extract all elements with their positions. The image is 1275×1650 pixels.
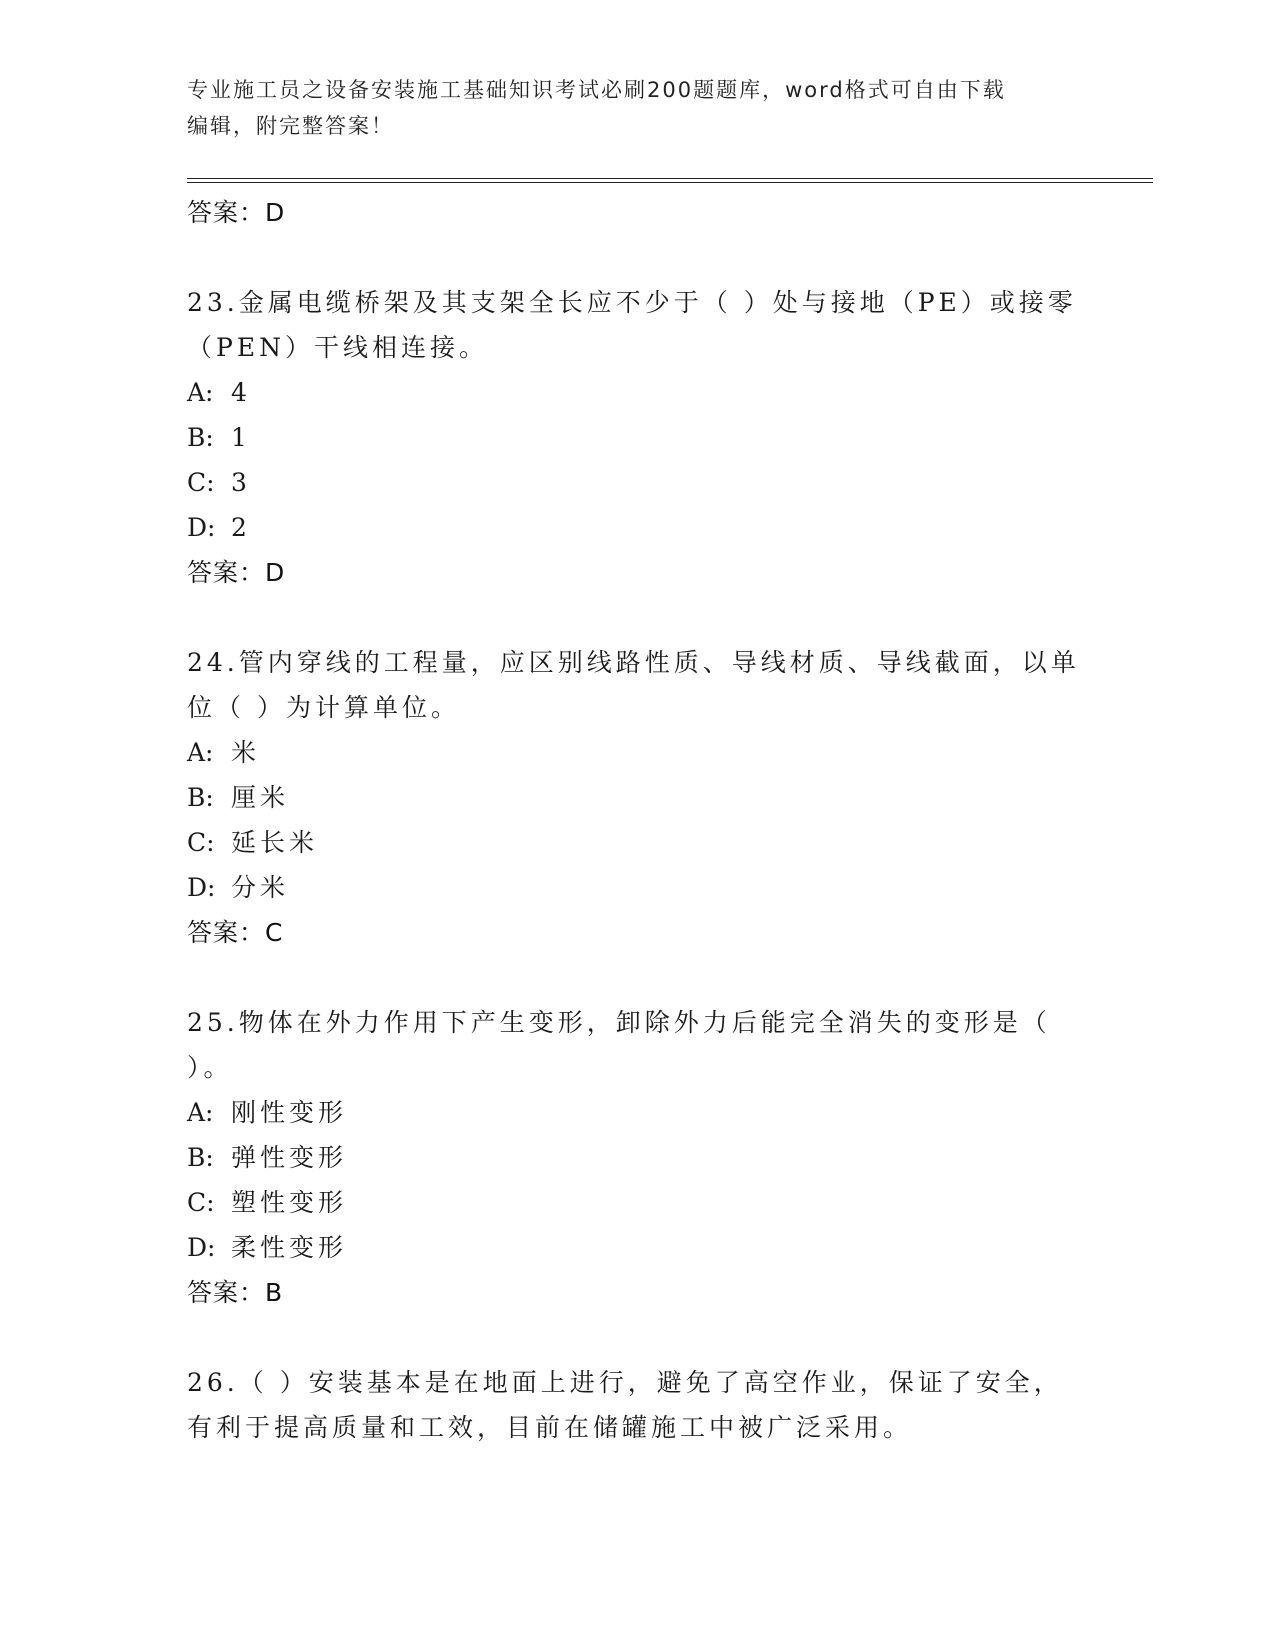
answer-line: 答案：C [187,918,284,947]
question-26 [187,1360,1087,1450]
question-25 [187,1000,1087,1316]
option-text: 4 [231,378,251,407]
option-text: 延长米 [231,828,319,857]
question-24 [187,640,1087,956]
option-c [187,460,1087,505]
option-text: 1 [231,423,251,452]
option-label: B: [187,783,214,812]
option-label: A: [187,1098,214,1127]
question-text-line: 23.金属电缆桥架及其支架全长应不少于（ ）处与接地（PE）或接零 [187,288,1077,317]
option-text: 塑性变形 [231,1188,348,1217]
option-text: 3 [231,468,251,497]
document-header [187,72,1087,144]
option-label: D: [187,513,216,542]
option-text: 厘米 [231,783,290,812]
option-a [187,370,1087,415]
question-23 [187,280,1087,596]
option-text: 2 [231,513,251,542]
option-c [187,820,1087,865]
option-label: C: [187,828,215,857]
question-text-line: 24.管内穿线的工程量，应区别线路性质、导线材质、导线截面，以单 [187,648,1080,677]
question-text-line: （PEN）干线相连接。 [187,333,488,362]
question-text-line: 26.（ ）安装基本是在地面上进行，避免了高空作业，保证了安全， [187,1368,1063,1397]
option-d [187,505,1087,550]
option-a [187,1090,1087,1135]
question-text-line: 25.物体在外力作用下产生变形，卸除外力后能完全消失的变形是（ [187,1008,1051,1037]
header-divider-bottom [187,182,1153,183]
question-list [187,190,1087,1450]
option-label: C: [187,468,215,497]
answer-line: 答案：D [187,558,286,587]
option-d [187,865,1087,910]
header-line-1: 专业施工员之设备安装施工基础知识考试必刷200题题库，word格式可自由下载 [187,78,1006,102]
option-text: 刚性变形 [231,1098,348,1127]
option-b [187,775,1087,820]
option-d [187,1225,1087,1270]
option-b [187,415,1087,460]
option-a [187,730,1087,775]
option-label: D: [187,873,216,902]
option-label: A: [187,378,214,407]
option-label: C: [187,1188,215,1217]
option-c [187,1180,1087,1225]
header-line-2: 编辑，附完整答案！ [187,114,394,138]
option-label: A: [187,738,214,767]
option-text: 分米 [231,873,290,902]
question-text-line: 位（ ）为计算单位。 [187,693,460,722]
option-b [187,1135,1087,1180]
option-text: 米 [231,738,261,767]
answer-line: 答案：D [187,198,286,227]
option-text: 柔性变形 [231,1233,348,1262]
option-label: B: [187,423,214,452]
question-text-line: 有利于提高质量和工效，目前在储罐施工中被广泛采用。 [187,1413,913,1442]
option-label: B: [187,1143,214,1172]
question-text-line: ）。 [187,1053,233,1082]
option-text: 弹性变形 [231,1143,348,1172]
option-label: D: [187,1233,216,1262]
answer-line: 答案：B [187,1278,284,1307]
header-divider-top [187,178,1153,179]
